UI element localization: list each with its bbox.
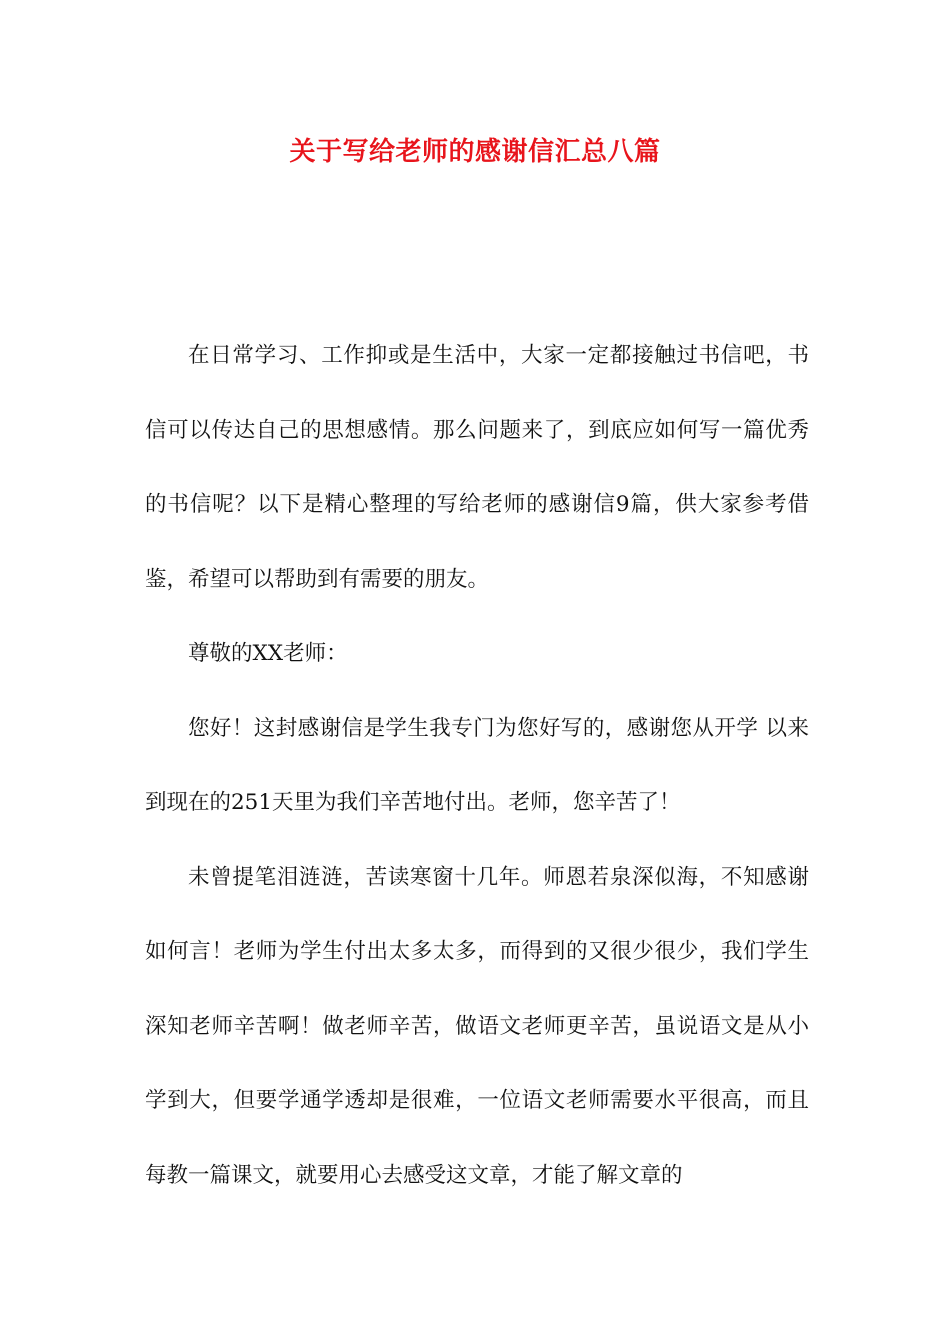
document-body	[145, 319, 809, 1213]
document-title: 关于写给老师的感谢信汇总八篇	[289, 137, 661, 167]
paragraph-intro: 在日常学习、工作抑或是生活中，大家一定都接触过书信吧，书信可以传达自己的思想感情。那么问题来了，到底应如何写一篇优秀的书信呢？以下是精心整理的写给老师的感谢信9篇，供大家参考借鉴，希望可以帮助到有需要的朋友。	[145, 343, 809, 592]
paragraph-body: 未曾提笔泪涟涟，苦读寒窗十几年。师恩若泉深似海，不知感谢如何言！老师为学生付出太多太多，而得到的又很少很少，我们学生深知老师辛苦啊！做老师辛苦，做语文老师更辛苦，虽说语文是从小学到大，但要学通学透却是很难，一位语文老师需要水平很高，而且每教一篇课文，就要用心去感受这文章，才能了解文章的	[145, 864, 809, 1188]
paragraph-salutation: 尊敬的XX老师：	[188, 641, 348, 666]
paragraph-greeting: 您好！这封感谢信是学生我专门为您好写的，感谢您从开学 以来到现在的251天里为我们辛苦地付出。老师，您辛苦了！	[145, 715, 809, 815]
